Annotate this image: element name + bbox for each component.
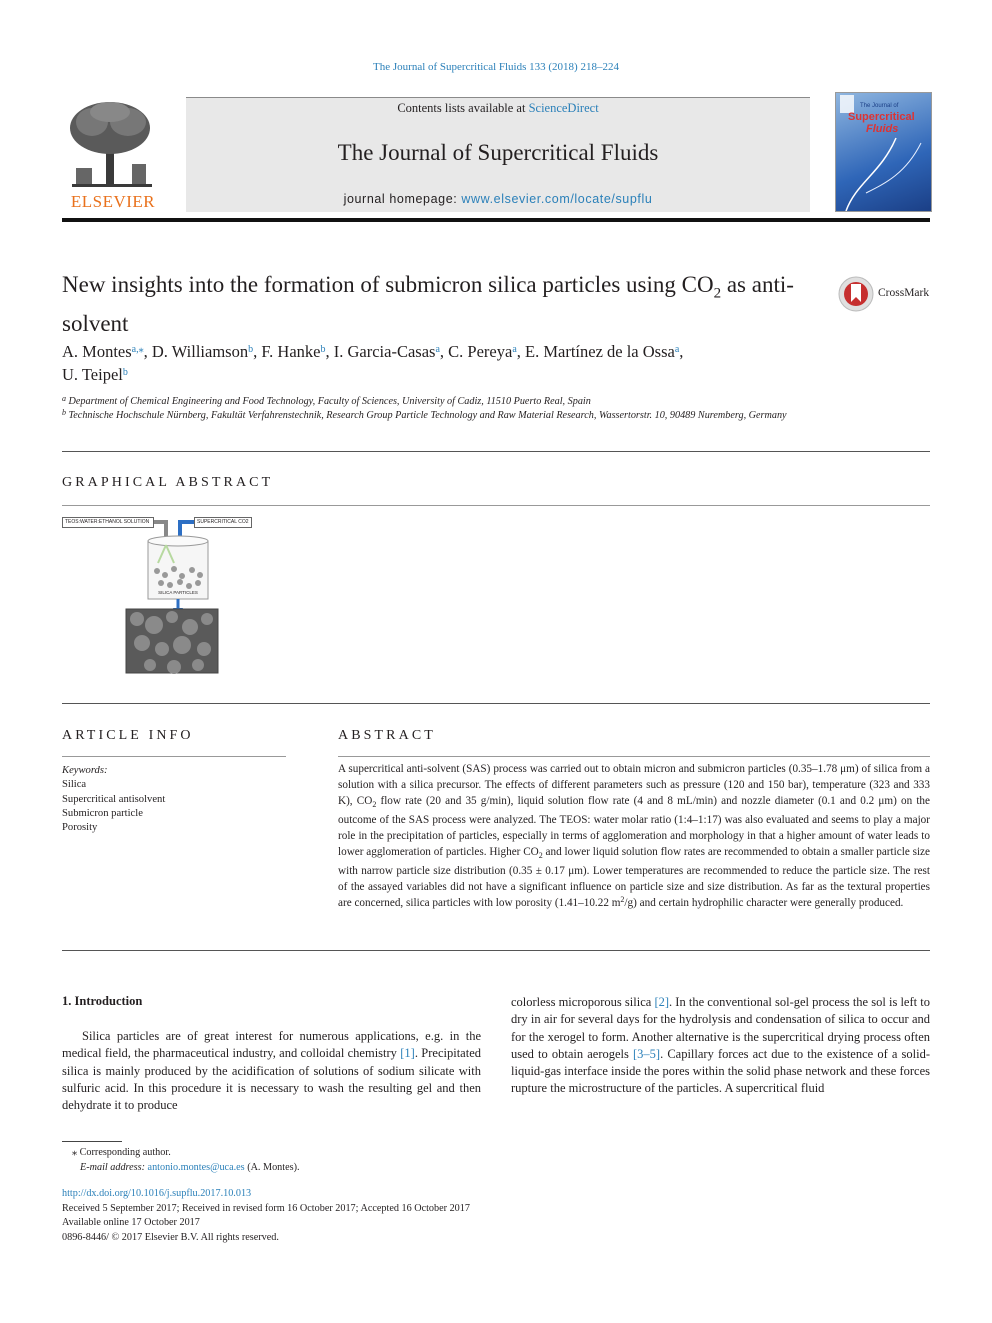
section-heading-introduction: 1. Introduction	[62, 994, 143, 1008]
cover-title-1: Supercritical	[848, 111, 915, 123]
journal-cover[interactable]	[835, 92, 932, 212]
abstract-text: A supercritical anti-solvent (SAS) process was carried out to obtain micron and submicron particles (0.35–1.78 μm) of silica from a solution with a silica precursor. The effects of different parameters such as pressure (120 and 150 bar), temperature (323 and 333 K), $CO_2$ flow rate (20 and 35 g/min), liquid solution flow rate (4 and 8 mL/min) and nozzle diameter (0.1 and 0.2 μm) on the outcome of the SAS process were analyzed. The TEOS: water molar ratio (1:4–1:17) was also evaluated and seems to play a major role in the precipitation of particles, especially in terms of agglomeration and morphology in that a higher amount of water leads to lower agglomeration of particles. Higher $CO_2$ and lower liquid solution flow rates are recommended to obtain a smaller particle size with narrow particle size distribution (0.35 ± 0.17 μm). Lower temperatures are recommended to reduce the particle size. The rest of the assayed variables did not have a significant influence on particle size and size distribution. As far as the textural properties are concerned, silica particles with low porosity (1.41–10.22 $m^2/g$) and certain hydrophilic character were generally produced.	[338, 763, 930, 909]
author[interactable]: A. Montes$^{a,⁎}$	[62, 342, 144, 361]
homepage-link[interactable]: www.elsevier.com/locate/supflu	[461, 192, 653, 206]
citation-ref[interactable]: [2]	[654, 995, 670, 1009]
publication-info	[62, 1187, 662, 1245]
cover-title-2: Fluids	[866, 123, 899, 135]
crossmark-label: CrossMark	[878, 287, 930, 299]
header-rule	[62, 218, 930, 222]
doi-link[interactable]: http://dx.doi.org/10.1016/j.supflu.2017.10.013	[62, 1188, 252, 1199]
sciencedirect-link[interactable]: ScienceDirect	[528, 101, 599, 115]
divider	[62, 756, 286, 757]
vessel-label: SILICA PARTICLES	[158, 590, 198, 595]
journal-title: The Journal of Supercritical Fluids	[337, 140, 659, 165]
footnote-rule	[62, 1141, 122, 1142]
article-title: New insights into the formation of submicron silica particles using $CO_2$ as anti-solvent	[62, 272, 794, 336]
label-supercritical-co2: SUPERCRITICAL CO2	[194, 517, 252, 528]
divider	[338, 756, 930, 757]
email-note: E-mail address: antonio.montes@uca.es (A. Montes).	[80, 1162, 300, 1173]
keyword[interactable]: Silica	[62, 779, 87, 791]
received-dates: Received 5 September 2017; Received in revised form 16 October 2017; Accepted 16 October 2017	[62, 1202, 470, 1214]
divider	[62, 950, 930, 951]
available-online: Available online 17 October 2017	[62, 1217, 200, 1229]
affiliation-item: $^b$ Technische Hochschule Nürnberg, Fakultät Verfahrenstechnik, Research Group Particle Technology and Raw Material Research, Wassertorstr. 10, 90489 Nuremberg, Germany	[62, 408, 787, 421]
graphical-abstract-heading: GRAPHICAL ABSTRACT	[62, 475, 274, 490]
corresponding-author-note: ⁎ Corresponding author.	[72, 1147, 171, 1158]
author[interactable]: E. Martínez de la Ossa$^a$	[525, 342, 680, 361]
article-info-heading: ARTICLE INFO	[62, 728, 194, 743]
cover-subtitle: The Journal of	[860, 103, 899, 109]
journal-citation[interactable]: The Journal of Supercritical Fluids 133 (2018) 218–224	[373, 61, 619, 73]
keyword[interactable]: Supercritical antisolvent	[62, 793, 166, 805]
divider	[62, 451, 930, 452]
author[interactable]: C. Pereya$^a$	[448, 342, 517, 361]
label-teos-solution: TEOS:WATER:ETHANOL SOLUTION	[62, 517, 154, 528]
author[interactable]: U. Teipel$^b$	[62, 365, 128, 384]
email-link[interactable]: antonio.montes@uca.es	[147, 1162, 245, 1173]
sas-process-diagram	[62, 513, 262, 678]
citation-ref[interactable]: [1]	[400, 1046, 415, 1061]
author-list: A. Montes$^{a,⁎}$, D. Williamson$^b$, F. Hanke$^b$, I. Garcia-Casas$^a$, C. Pereya$^a$, E. Martínez de la Ossa$^a$, U. Teipel$^b$	[62, 342, 684, 384]
divider	[62, 703, 930, 704]
citation-ref[interactable]: [3–5]	[633, 1046, 661, 1061]
author[interactable]: I. Garcia-Casas$^a$	[333, 342, 440, 361]
elsevier-logo	[62, 98, 164, 212]
divider	[62, 505, 930, 506]
journal-homepage: journal homepage: www.elsevier.com/locate/supflu	[343, 192, 653, 206]
contents-line: Contents lists available at ScienceDirect	[397, 101, 599, 115]
keyword[interactable]: Porosity	[62, 822, 98, 834]
crossmark-icon	[838, 276, 874, 312]
crossmark-badge[interactable]	[838, 276, 933, 312]
abstract-heading: ABSTRACT	[338, 728, 436, 743]
copyright: 0896-8446/ © 2017 Elsevier B.V. All rights reserved.	[62, 1231, 279, 1243]
author[interactable]: D. Williamson$^b$	[151, 342, 254, 361]
graphical-abstract-figure[interactable]	[62, 513, 262, 678]
keyword[interactable]: Submicron particle	[62, 807, 143, 819]
author[interactable]: F. Hanke$^b$	[261, 342, 326, 361]
body-column-right: colorless microporous silica [2]. In the conventional sol-gel process the sol is left to dry in air for several days for the hydrolysis and condensation of silica to occur and for the xerogel to form. Another alternative is the supercritical drying process often used to obtain aerogels [3–5]. Capillary forces act due to the existence of a solid-liquid-gas interface inside the pores within the solid phase network and these forces rupture the microstructure of the particles. A supercritical fluid	[511, 995, 930, 1096]
affiliation-item: $^a$ Department of Chemical Engineering and Food Technology, Faculty of Sciences, University of Cadiz, 11510 Puerto Real, Spain	[62, 394, 591, 407]
body-column-left: Silica particles are of great interest for numerous applications, e.g. in the medical field, the pharmaceutical industry, and colloidal chemistry [1]. Precipitated silica is mainly produced by the acidification of solutions of sodium silicate with sulfuric acid. In this procedure it is necessary to wash the resulting gel and then dehydrate it to produce	[62, 1029, 482, 1113]
keywords-block	[62, 764, 286, 835]
keywords-label: Keywords:	[62, 765, 108, 776]
cover-curve-graphic	[836, 133, 931, 211]
publisher-name: ELSEVIER	[70, 192, 156, 211]
footnotes	[62, 1145, 562, 1175]
affiliations	[62, 395, 822, 423]
